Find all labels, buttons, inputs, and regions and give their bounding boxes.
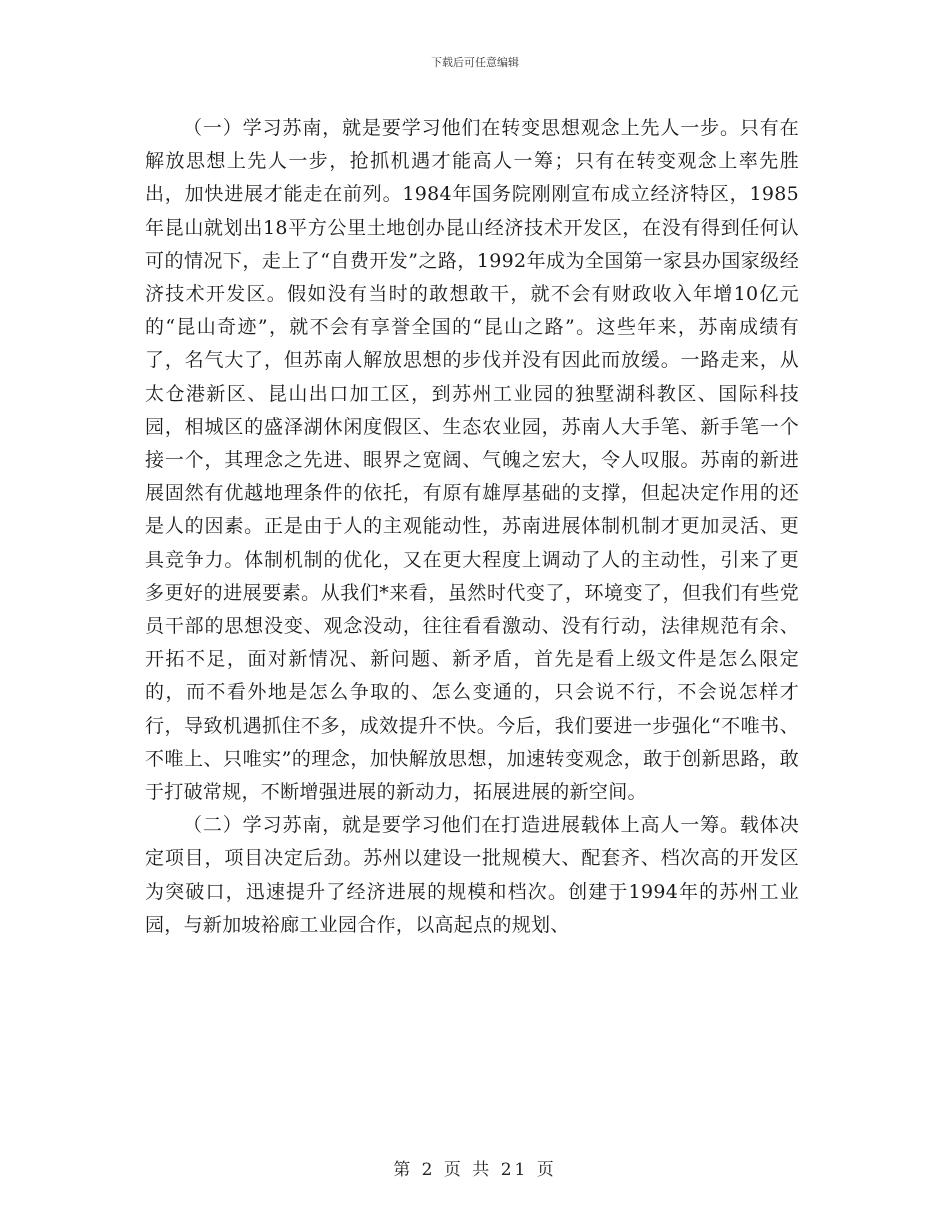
- page-header: 下载后可任意编辑: [431, 56, 519, 69]
- document-body: [145, 112, 799, 942]
- paragraph-1: （一）学习苏南，就是要学习他们在转变思想观念上先人一步。只有在解放思想上先人一步，抢抓机遇才能高人一筹；只有在转变观念上率先胜出，加快进展才能走在前列。1984年国务院刚刚宣布成立经济特区，1985年昆山就划出18平方公里土地创办昆山经济技术开发区，在没有得到任何认可的情况下，走上了“自费开发”之路，1992年成为全国第一家县办国家级经济技术开发区。假如没有当时的敢想敢干，就不会有财政收入年增10亿元的“昆山奇迹”，就不会有享誉全国的“昆山之路”。这些年来，苏南成绩有了，名气大了，但苏南人解放思想的步伐并没有因此而放缓。一路走来，从太仓港新区、昆山出口加工区，到苏州工业园的独墅湖科教区、国际科技园，相城区的盛泽湖休闲度假区、生态农业园，苏南人大手笔、新手笔一个接一个，其理念之先进、眼界之宽阔、气魄之宏大，令人叹服。苏南的新进展固然有优越地理条件的依托，有原有雄厚基础的支撑，但起决定作用的还是人的因素。正是由于人的主观能动性，苏南进展体制机制才更加灵活、更具竞争力。体制机制的优化，又在更大程度上调动了人的主动性，引来了更多更好的进展要素。从我们*来看，虽然时代变了，环境变了，但我们有些党员干部的思想没变、观念没动，往往看看激动、没有行动，法律规范有余、开拓不足，面对新情况、新问题、新矛盾，首先是看上级文件是怎么限定的，而不看外地是怎么争取的、怎么变通的，只会说不行，不会说怎样才行，导致机遇抓住不多，成效提升不快。今后，我们要进一步强化“不唯书、不唯上、只唯实”的理念，加快解放思想，加速转变观念，敢于创新思路，敢于打破常规，不断增强进展的新动力，拓展进展的新空间。: [145, 117, 799, 804]
- page-number: 第 2 页 共 21 页: [393, 1160, 557, 1180]
- paragraph-2: （二）学习苏南，就是要学习他们在打造进展载体上高人一筹。载体决定项目，项目决定后劲。苏州以建设一批规模大、配套齐、档次高的开发区为突破口，迅速提升了经济进展的规模和档次。创建于1994年的苏州工业园，与新加坡裕廊工业园合作，以高起点的规划、: [145, 814, 799, 936]
